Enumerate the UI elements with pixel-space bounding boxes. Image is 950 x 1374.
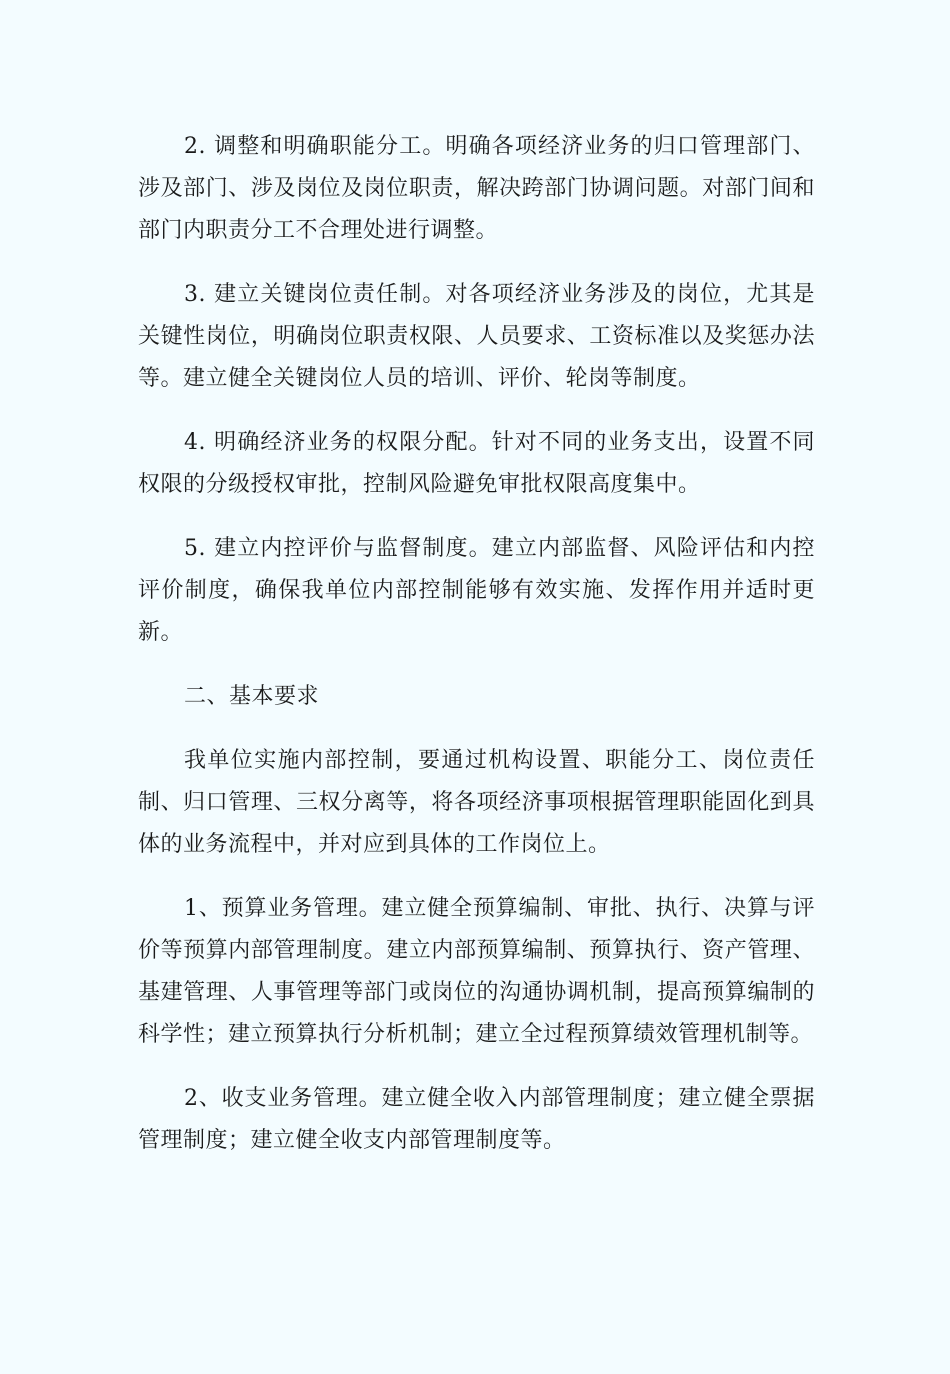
paragraph-key-post-responsibility: 3. 建立关键岗位责任制。对各项经济业务涉及的岗位，尤其是关键性岗位，明确岗位职责权限、人员要求、工资标准以及奖惩办法等。建立健全关键岗位人员的培训、评价、轮岗等制度。 bbox=[138, 282, 815, 391]
section-heading-basic-requirements: 二、基本要求 bbox=[184, 684, 320, 709]
paragraph-evaluation-supervision: 5. 建立内控评价与监督制度。建立内部监督、风险评估和内控评价制度，确保我单位内部控制能够有效实施、发挥作用并适时更新。 bbox=[138, 536, 815, 645]
paragraph-implementation: 我单位实施内部控制，要通过机构设置、职能分工、岗位责任制、归口管理、三权分离等，将各项经济事项根据管理职能固化到具体的业务流程中，并对应到具体的工作岗位上。 bbox=[138, 748, 815, 857]
paragraph-revenue-expenditure: 2、收支业务管理。建立健全收入内部管理制度；建立健全票据管理制度；建立健全收支内部管理制度等。 bbox=[138, 1086, 815, 1153]
document-body bbox=[138, 126, 815, 1184]
paragraph-budget-management: 1、预算业务管理。建立健全预算编制、审批、执行、决算与评价等预算内部管理制度。建立内部预算编制、预算执行、资产管理、基建管理、人事管理等部门或岗位的沟通协调机制，提高预算编制的科学性；建立预算执行分析机制；建立全过程预算绩效管理机制等。 bbox=[138, 896, 815, 1047]
paragraph-clarify-functions: 2. 调整和明确职能分工。明确各项经济业务的归口管理部门、涉及部门、涉及岗位及岗位职责，解决跨部门协调问题。对部门间和部门内职责分工不合理处进行调整。 bbox=[138, 134, 815, 243]
paragraph-authority-allocation: 4. 明确经济业务的权限分配。针对不同的业务支出，设置不同权限的分级授权审批，控制风险避免审批权限高度集中。 bbox=[138, 430, 815, 497]
